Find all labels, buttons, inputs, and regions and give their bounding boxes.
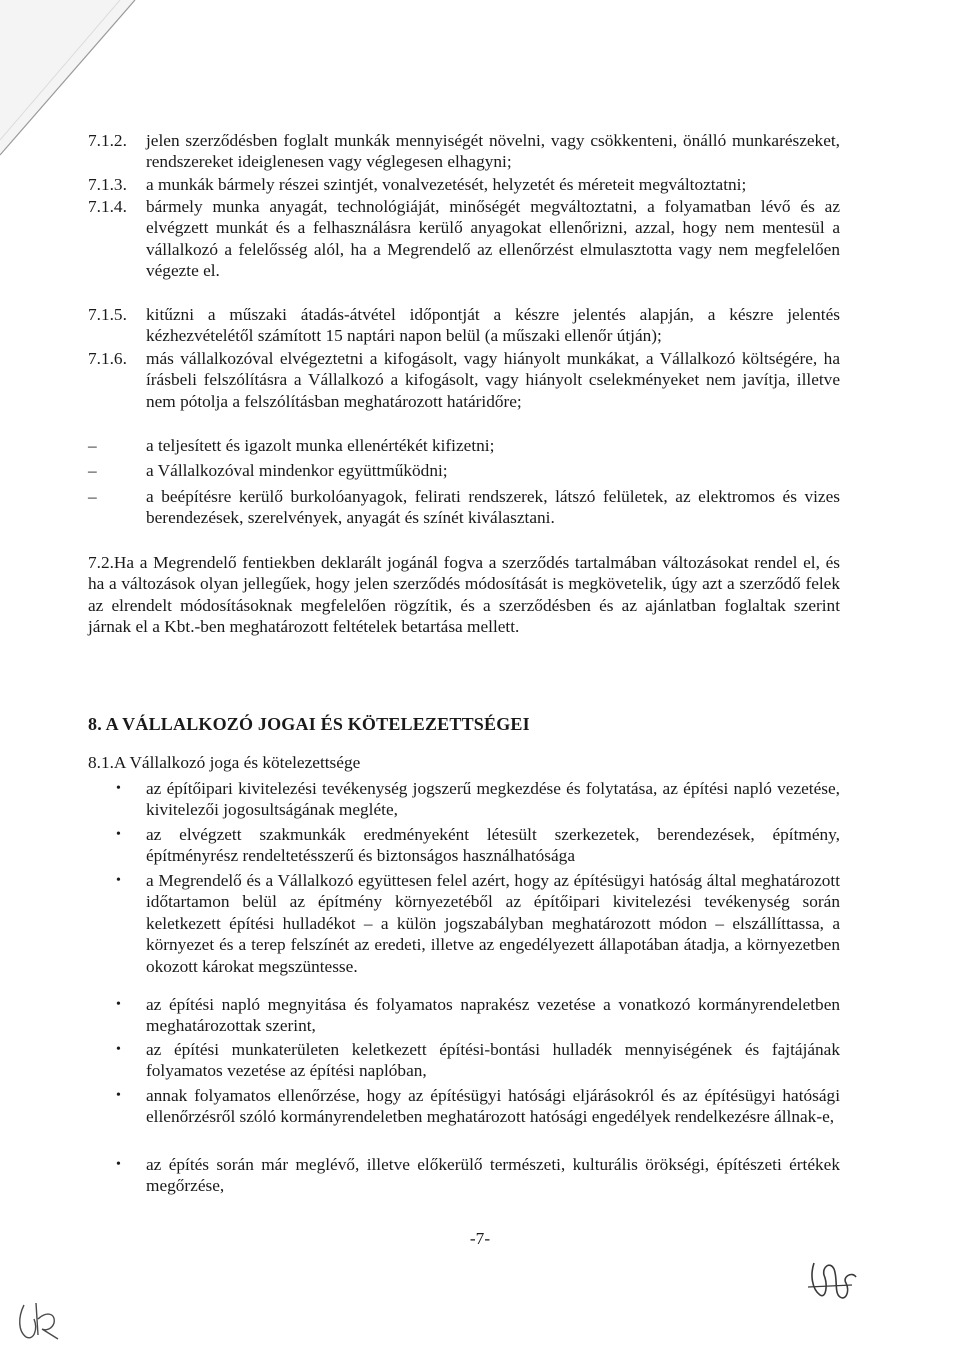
- clause-text: kitűzni a műszaki átadás-átvétel időpontját a készre jelentés alapján, a készre jelentés kézhezvételétől számított 15 naptári napon belül (a műszaki ellenőr útján);: [146, 305, 840, 346]
- clause-7-1-2: [88, 130, 840, 173]
- bullet-item: az építés során már meglévő, illetve előkerülő természeti, kulturális örökségi, építészeti értékek megőrzése,: [146, 1155, 840, 1196]
- clause-number: 7.1.5.: [88, 305, 127, 324]
- clause-7-2: 7.2.Ha a Megrendelő fentiekben deklarált jogánál fogva a szerződés tartalmában változásokat rendel el, és ha a változások olyan jellegűek, hogy jelen szerződés módosítását is megkövetelik, úgy azt a szerződő felek az elrendelt módosításoknak megfelelően rögzítik, és a szerződésben és az ajánlatban foglaltak szerint járnak el a Kbt.-ben meghatározott feltételek betartása mellett.: [88, 553, 840, 637]
- clause-text: más vállalkozóval elvégeztetni a kifogásolt, vagy hiányolt munkákat, a Vállalkozó költségére, ha írásbeli felszólításra a Vállalkozó a kifogásolt, vagy hiányolt cselekményeket nem javítja, illetve nem pótolja a felszólításban meghatározott határidőre;: [146, 349, 840, 411]
- dash-item: a beépítésre kerülő burkolóanyagok, felirati rendszerek, látszó felületek, az elektromos és vizes berendezések, szerelvények, anyagát és színét kiválasztani.: [146, 487, 840, 528]
- bullet-marker: •: [116, 1042, 121, 1057]
- bullet-item: az építőipari kivitelezési tevékenység jogszerű megkezdése és folytatása, az építési napló vezetése, kivitelezői jogosultságának megléte,: [146, 779, 840, 820]
- clause-number: 7.1.2.: [88, 131, 127, 150]
- bullet-item: annak folyamatos ellenőrzése, hogy az építésügyi hatósági eljárásokról és az építésügyi hatósági ellenőrzésről szóló kormányrendeletben meghatározott hatósági engedélyek rendelkezésre állnak-e,: [146, 1086, 840, 1127]
- clause-text: a munkák bármely részei szintjét, vonalvezetését, helyzetét és méreteit megváltoztatni;: [146, 175, 747, 194]
- clause-number: 7.1.6.: [88, 349, 127, 368]
- clause-7-1-5: [88, 304, 840, 347]
- bullet-marker: •: [116, 1088, 121, 1103]
- dash-marker: –: [88, 461, 97, 480]
- bullet-item: a Megrendelő és a Vállalkozó együttesen felel azért, hogy az építésügyi hatóság által meghatározott időtartamon belül az építmény környezetéből az építőipari kivitelezési tevékenység során keletkezett építési hulladékot – a külön jogszabályban meghatározott módon – elszállíttassa, a környezet és a terep felszínét az eredeti, illetve az engedélyezett állapotában átadja, a környezetben okozott károkat megszüntesse.: [146, 871, 840, 976]
- bullet-marker: •: [116, 827, 121, 842]
- subsection-heading: 8.1.A Vállalkozó joga és kötelezettsége: [88, 753, 361, 772]
- clause-text: jelen szerződésben foglalt munkák mennyiségét növelni, vagy csökkenteni, önálló munkarészeket, rendszereket ideiglenesen vagy véglegesen elhagyni;: [146, 131, 840, 172]
- bullet-item: az elvégzett szakmunkák eredményeként létesült szerkezetek, berendezések, építmény, építményrész rendeltetésszerű és biztonságos használhatósága: [146, 825, 840, 866]
- bullet-marker: •: [116, 873, 121, 888]
- clause-text: bármely munka anyagát, technológiáját, minőségét megváltoztatni, a folyamatban lévő és az elvégzett munkát és a felhasználásra kerülő anyagokat ellenőrizni, azzal, hogy nem mentesül a vállalkozó a felelősség alól, ha a Megrendelő az ellenőrzést elmulasztotta vagy nem megfelelően végezte el.: [146, 197, 840, 281]
- dash-marker: –: [88, 487, 97, 506]
- clause-7-1-4: [88, 196, 840, 282]
- initials-mark: [10, 1295, 70, 1345]
- bullet-marker: •: [116, 997, 121, 1012]
- bullet-item: az építési napló megnyitása és folyamatos naprakész vezetése a vonatkozó kormányrendeletben meghatározottak szerint,: [146, 995, 840, 1036]
- bullet-item: az építési munkaterületen keletkezett építési-bontási hulladék mennyiségének és fajtájának folyamatos vezetése az építési naplóban,: [146, 1040, 840, 1081]
- clause-7-1-6: [88, 348, 840, 412]
- section-heading: 8. A VÁLLALKOZÓ JOGAI ÉS KÖTELEZETTSÉGEI: [88, 714, 530, 734]
- dash-item: a teljesített és igazolt munka ellenértékét kifizetni;: [146, 436, 495, 455]
- clause-7-1-3: [88, 174, 840, 195]
- dash-marker: –: [88, 436, 97, 455]
- page-number: -7-: [469, 1229, 491, 1248]
- signature-mark: [800, 1255, 860, 1305]
- bullet-marker: •: [116, 1157, 121, 1172]
- clause-number: 7.1.3.: [88, 175, 127, 194]
- bullet-marker: •: [116, 781, 121, 796]
- dash-item: a Vállalkozóval mindenkor együttműködni;: [146, 461, 448, 480]
- clause-number: 7.1.4.: [88, 197, 127, 216]
